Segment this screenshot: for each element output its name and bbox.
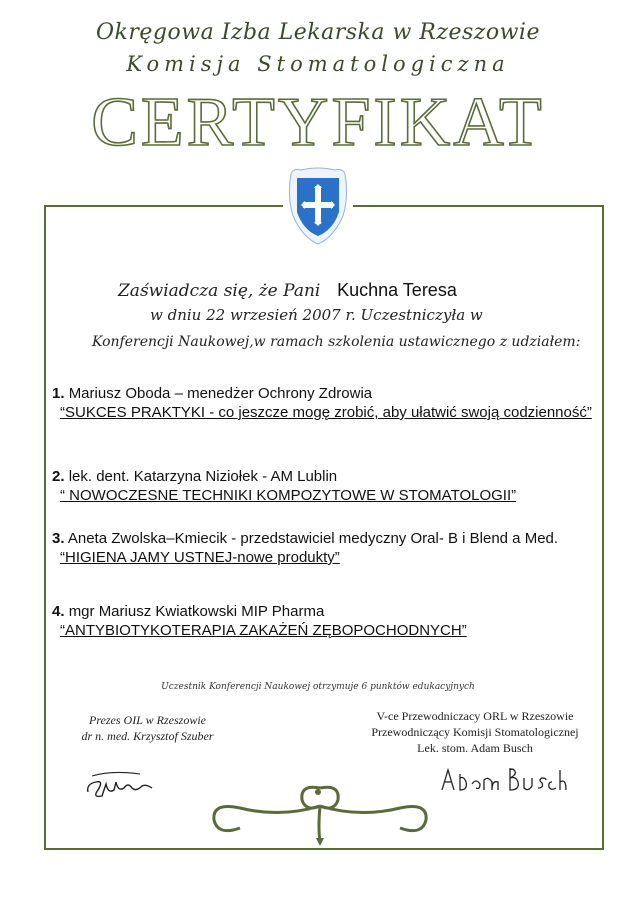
lecture-speaker: lek. dent. Katarzyna Niziołek - AM Lublin	[68, 468, 338, 485]
lecture-speaker: mgr Mariusz Kwiatkowski MIP Pharma	[68, 603, 325, 620]
lecture-item	[52, 467, 597, 505]
lecture-number: 3.	[52, 530, 65, 547]
commission-name: Komisja Stomatologiczna	[126, 52, 510, 76]
signatory-right-title: V-ce Przewodniczacy ORL w Rzeszowie	[376, 709, 574, 723]
coat-of-arms-cross-icon	[283, 166, 353, 248]
organization-name: Okręgowa Izba Lekarska w Rzeszowie	[96, 20, 540, 45]
handwritten-signature-left	[82, 762, 162, 802]
signatory-left-name: dr n. med. Krzysztof Szuber	[81, 729, 214, 743]
signatory-right-role: Przewodniczący Komisji Stomatologicznej	[371, 725, 579, 739]
handwritten-signature-right	[438, 764, 568, 794]
lecture-speaker: Mariusz Oboda – menedżer Ochrony Zdrowia	[68, 385, 373, 402]
attestation-line	[118, 280, 457, 301]
signatory-right	[360, 708, 590, 756]
lecture-number: 1.	[52, 385, 65, 402]
certificate-title: CERTYFIKAT	[91, 84, 545, 161]
points-note: Uczestnik Konferencji Naukowej otrzymuje 6 punktów edukacyjnych	[161, 682, 475, 692]
lecture-topic: “ NOWOCZESNE TECHNIKI KOMPOZYTOWE W STOMATOLOGII”	[60, 487, 517, 504]
lecture-item	[52, 384, 597, 422]
lecture-item	[52, 529, 597, 567]
attestation-intro: Zaświadcza się, że Pani	[118, 281, 321, 301]
date-line: w dniu 22 wrzesień 2007 r. Uczestniczyła w	[150, 306, 483, 324]
flourish-ornament	[200, 778, 440, 848]
lecture-number: 4.	[52, 603, 65, 620]
lecture-speaker: Aneta Zwolska–Kmiecik - przedstawiciel medyczny Oral- B i Blend a Med.	[67, 530, 559, 547]
lecture-topic: “HIGIENA JAMY USTNEJ-nowe produkty”	[60, 549, 340, 566]
recipient-name: Kuchna Teresa	[337, 280, 457, 300]
lecture-number: 2.	[52, 468, 65, 485]
lecture-item	[52, 602, 597, 640]
signatory-left-title: Prezes OIL w Rzeszowie	[89, 713, 206, 727]
lecture-topic: “SUKCES PRAKTYKI - co jeszcze mogę zrobić, aby ułatwić swoją codzienność”	[60, 404, 592, 421]
signatory-right-name: Lek. stom. Adam Busch	[417, 741, 533, 755]
lecture-topic: “ANTYBIOTYKOTERAPIA ZAKAŻEŃ ZĘBOPOCHODNYCH”	[60, 622, 467, 639]
conference-line: Konferencji Naukowej,w ramach szkolenia ustawicznego z udziałem:	[92, 334, 581, 350]
signatory-left	[60, 712, 235, 744]
